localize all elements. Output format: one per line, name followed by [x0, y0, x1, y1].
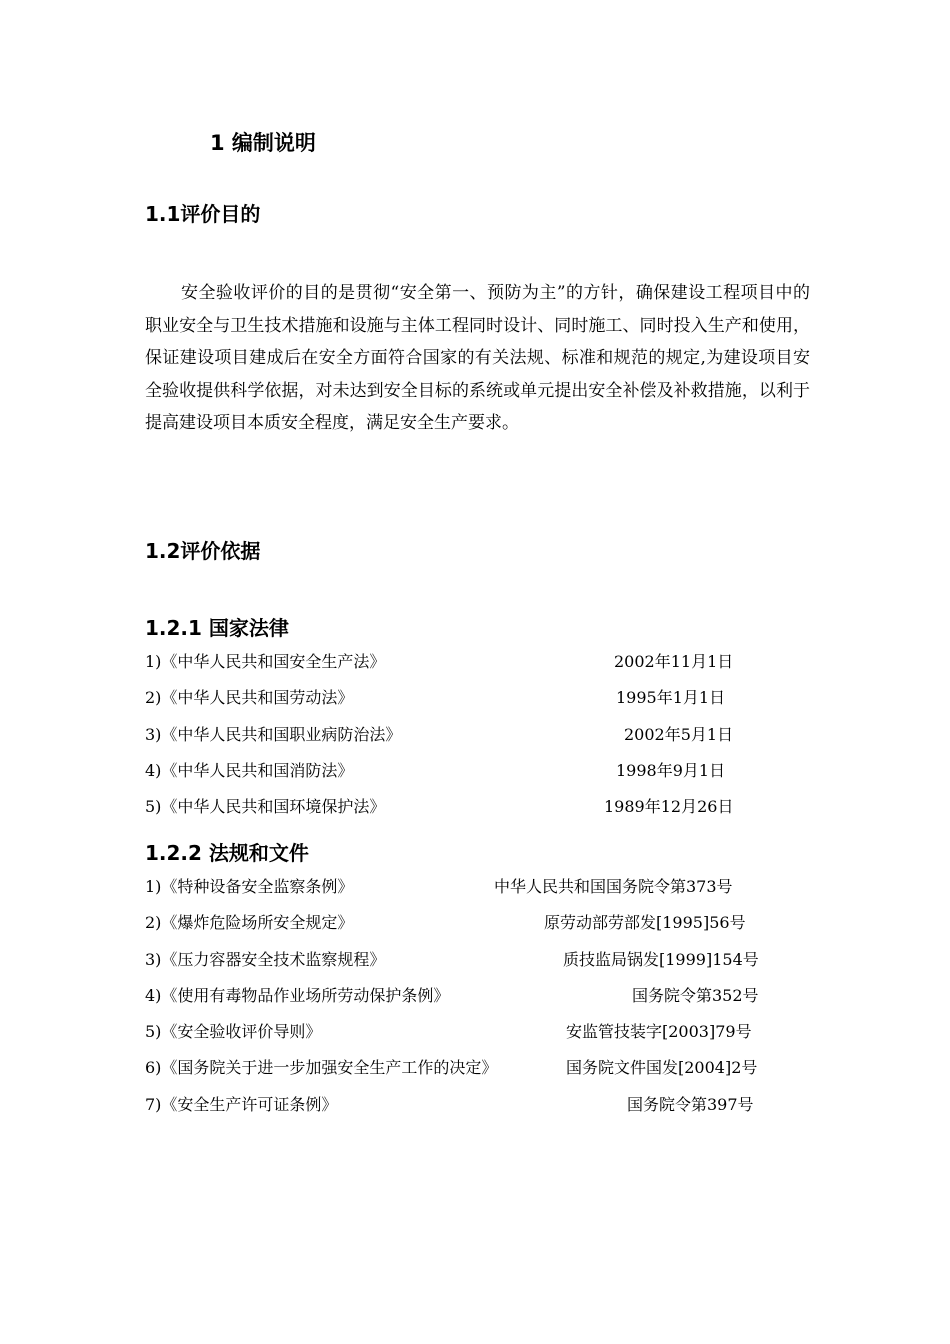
law-title: 3)《中华人民共和国职业病防治法》 — [145, 724, 402, 744]
regulation-title: 7)《安全生产许可证条例》 — [145, 1094, 338, 1114]
regulation-title: 1)《特种设备安全监察条例》 — [145, 877, 354, 896]
section-1-1-heading: 1.1评价目的 — [145, 202, 261, 226]
regulation-ref: 国务院文件国发[2004]2号 — [566, 1058, 758, 1078]
section-1-2-1-heading: 1.2.1 国家法律 — [145, 616, 289, 640]
purpose-paragraph: 安全验收评价的目的是贯彻“安全第一、预防为主”的方针，确保建设工程项目中的职业安全与卫生技术措施和设施与主体工程同时设计、同时施工、同时投入生产和使用，保证建设项目建成后在安全方面符合国家的有关法规、标准和规范的规定,为建设项目安全验收提供科学依据，对未达到安全目标的系统或单元提出安全补偿及补救措施，以利于提高建设项目本质安全程度，满足安全生产要求。 — [145, 283, 810, 434]
section-1-2-2-heading: 1.2.2 法规和文件 — [145, 841, 309, 865]
law-date: 2002年5月1日 — [624, 724, 734, 744]
regulation-ref: 国务院令第352号 — [632, 985, 759, 1005]
section-1-heading: 1 编制说明 — [210, 131, 316, 155]
regulation-ref: 质技监局锅发[1999]154号 — [563, 949, 759, 969]
section-1-2-heading: 1.2评价依据 — [145, 539, 261, 563]
law-title: 4)《中华人民共和国消防法》 — [145, 760, 354, 780]
regulation-title: 5)《安全验收评价导则》 — [145, 1022, 322, 1042]
law-date: 2002年11月1日 — [614, 652, 734, 671]
law-date: 1995年1月1日 — [616, 688, 726, 708]
national-laws-list — [145, 651, 805, 832]
list-item — [145, 687, 805, 723]
list-item — [145, 876, 805, 912]
regulations-list — [145, 876, 805, 1130]
regulation-title: 6)《国务院关于进一步加强安全生产工作的决定》 — [145, 1058, 498, 1078]
regulation-ref: 原劳动部劳部发[1995]56号 — [544, 913, 746, 933]
regulation-title: 3)《压力容器安全技术监察规程》 — [145, 949, 386, 969]
law-date: 1998年9月1日 — [616, 760, 726, 780]
list-item — [145, 760, 805, 796]
regulation-ref: 中华人民共和国国务院令第373号 — [494, 877, 733, 896]
law-title: 5)《中华人民共和国环境保护法》 — [145, 797, 386, 817]
list-item — [145, 985, 805, 1021]
regulation-title: 4)《使用有毒物品作业场所劳动保护条例》 — [145, 985, 450, 1005]
list-item — [145, 651, 805, 687]
law-title: 1)《中华人民共和国安全生产法》 — [145, 652, 386, 671]
list-item — [145, 1021, 805, 1057]
law-title: 2)《中华人民共和国劳动法》 — [145, 688, 354, 708]
law-date: 1989年12月26日 — [604, 797, 734, 817]
list-item — [145, 912, 805, 948]
list-item — [145, 949, 805, 985]
regulation-ref: 国务院令第397号 — [627, 1094, 754, 1114]
list-item — [145, 724, 805, 760]
regulation-title: 2)《爆炸危险场所安全规定》 — [145, 913, 354, 933]
list-item — [145, 1094, 805, 1130]
regulation-ref: 安监管技装字[2003]79号 — [566, 1022, 752, 1042]
list-item — [145, 796, 805, 832]
list-item — [145, 1057, 805, 1093]
